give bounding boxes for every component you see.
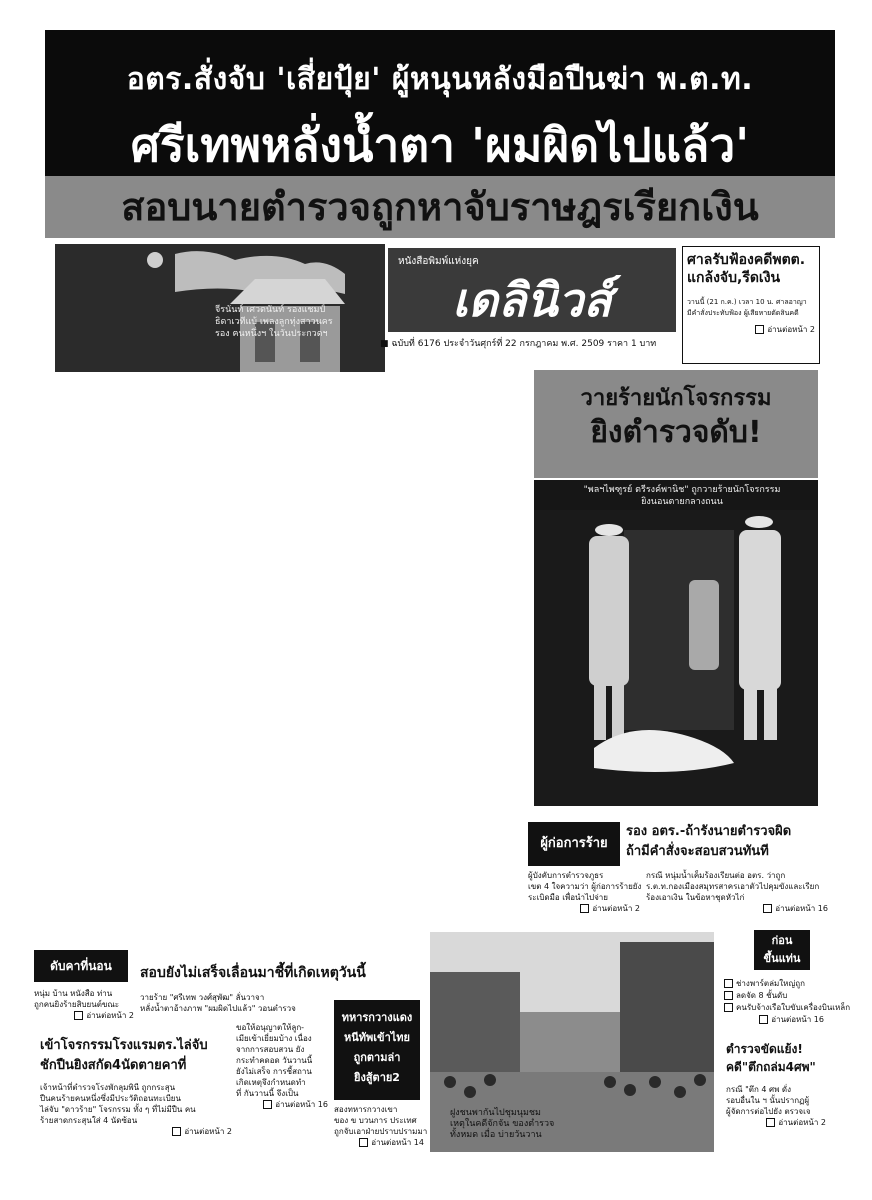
masthead-name: เดลินิวส์ — [452, 273, 612, 327]
headline-line1: อตร.สั่งจับ 'เสี่ยปุ้ย' ผู้หนุนหลังมือปืนฆ่า พ.ต.ท. — [126, 62, 754, 97]
crowd-caption-1: ฝูงชนพากันไปชุมนุมชม — [450, 1108, 541, 1118]
deputy-left-3: ระเบิดมือ เพื่อนำไปจ่าย — [528, 893, 608, 902]
checkbox-icon — [172, 1127, 181, 1136]
right-body-2: รอบอื่นใน ฯ นั้นปรากฏผู้ — [726, 1096, 810, 1105]
right-brief-2-label: ลดจัด 8 ชั้นดับ — [736, 991, 788, 1000]
center-intro-2: หลั่งน้ำตาอ้างภาพ "ผมผิดไปแล้ว" วอนตำรวจ — [140, 1004, 296, 1013]
deserter-body — [334, 1104, 428, 1148]
right-headline-bottom-1: ตำรวจขัดแย้ง! — [726, 1042, 803, 1056]
deputy-right-more[interactable] — [646, 903, 828, 914]
deserter-body-2: ของ ข บวนการ ประเทศ — [334, 1116, 417, 1125]
deserter-more[interactable] — [334, 1137, 424, 1148]
center-col2-more-label: อ่านต่อหน้า 16 — [275, 1100, 328, 1109]
center-col2-more[interactable] — [236, 1099, 328, 1110]
masthead — [388, 248, 676, 332]
right-brief-1-label: ช่างพาร์ตล่มใหญ่ถูก — [736, 979, 805, 988]
deserter-3: ถูกตามล่า — [353, 1051, 401, 1064]
checkbox-icon — [580, 904, 589, 913]
right-body-more-label: อ่านต่อหน้า 2 — [778, 1118, 826, 1127]
left-intro-1: หนุ่ม บ้าน หนังสือ ท่าน — [34, 989, 113, 998]
checkbox-icon — [263, 1100, 272, 1109]
left-body — [40, 1082, 232, 1137]
left-intro — [34, 988, 134, 1021]
left-body-2: ปืนคนร้ายคนหนึ่งซึ่งมีประวัติถอนทะเบียน — [40, 1094, 181, 1103]
right-headline-2: ยิงตำรวจดับ! — [590, 415, 762, 450]
headline-line3: สอบนายตำรวจถูกหาจับราษฎรเรียกเงิน — [45, 176, 835, 238]
deserter-2: หนีทัพเข้าไทย — [344, 1031, 410, 1044]
right-tag-1: ก่อน — [771, 934, 793, 947]
crowd-caption-2: เหตุในคดีจักจัน ของตำรวจ — [450, 1119, 555, 1129]
crowd-caption — [450, 1108, 650, 1141]
center-col2-4: กระทำคดอด วันวานนี้ — [236, 1056, 313, 1065]
right-body-3: ผู้จัดการต่อไปยัง ตรวจเจ — [726, 1107, 811, 1116]
crowd-caption-3: ทั้งหมด เมื่อ บ่ายวันวาน — [450, 1130, 542, 1140]
checkbox-icon — [759, 1015, 768, 1024]
deputy-right-more-label: อ่านต่อหน้า 16 — [775, 904, 828, 913]
left-body-more-label: อ่านต่อหน้า 2 — [184, 1127, 232, 1136]
main-photo-graphic — [534, 480, 818, 806]
left-intro-more-label: อ่านต่อหน้า 2 — [86, 1011, 134, 1020]
deputy-tag: ผู้ก่อการร้าย — [528, 822, 620, 866]
deputy-right-2: ร.ต.ท.กองเมืองสมุทรสาครเอาตัวไปคุมขังและเรียก — [646, 882, 820, 891]
deserter-1: ทหารกวางแดง — [341, 1011, 413, 1024]
center-headline: สอบยังไม่เสร็จเลื่อนมาชี้ที่เกิดเหตุวันนี้ — [140, 965, 366, 981]
center-col2-5: ยังไม่เสร็จ การชี้สถาน — [236, 1067, 312, 1076]
court-title-1: ศาลรับฟ้องคดีพตต. — [687, 252, 806, 268]
right-headline-bottom-2: คดี"ตึกถล่ม4ศพ" — [726, 1060, 816, 1074]
checkbox-icon — [74, 1011, 83, 1020]
right-body — [726, 1084, 826, 1128]
deputy-left-1: ผู้บังคับการตำรวจภูธร — [528, 871, 604, 880]
right-brief-1 — [724, 978, 824, 990]
left-body-more[interactable] — [40, 1126, 232, 1137]
right-tag — [754, 930, 810, 970]
masthead-kicker: หนังสือพิมพ์แห่งยุค — [398, 256, 479, 267]
deputy-headline — [626, 822, 826, 862]
headline-line2: ศรีเทพหลั่งน้ำตา 'ผมผิดไปแล้ว' — [130, 118, 750, 172]
deserter-box — [334, 1000, 420, 1100]
left-headline-1: เข้าโจรกรรมโรงแรมตร.ไล่จับ — [40, 1038, 208, 1053]
right-brief-2 — [724, 990, 824, 1002]
left-headline-2: ชักปืนยิงสกัด4นัดตายคาที่ — [40, 1058, 187, 1073]
left-body-3: ไล่จับ "ดาวร้าย" โจรกรรม ทั้ง ๆ ที่ไม่มีปืน คน — [40, 1105, 196, 1114]
right-brief-more-label: อ่านต่อหน้า 16 — [771, 1015, 824, 1024]
left-body-4: ร้ายสาดกระสุนใส่ 4 นัดซ้อน — [40, 1116, 138, 1125]
deputy-left-more[interactable] — [528, 903, 640, 914]
left-body-1: เจ้าหน้าที่ตำรวจโรงพักลุมพินี ถูกกระสุน — [40, 1083, 176, 1092]
right-headline-1: วายร้ายนักโจรกรรม — [580, 386, 772, 411]
checkbox-icon — [724, 991, 733, 1000]
crowd-photo — [430, 932, 714, 1152]
checkbox-icon — [755, 325, 764, 334]
deputy-left-more-label: อ่านต่อหน้า 2 — [592, 904, 640, 913]
deputy-headline-1: รอง อตร.-ถ้ารังนายตำรวจผิด — [626, 824, 792, 839]
right-headline — [534, 370, 818, 478]
deserter-more-label: อ่านต่อหน้า 14 — [371, 1138, 424, 1147]
checkbox-icon — [359, 1138, 368, 1147]
headline-banner — [45, 30, 835, 176]
main-photo-caption-2: ยิงนอนตายกลางถนน — [641, 497, 723, 507]
checkbox-icon — [724, 979, 733, 988]
deserter-body-3: ถูกจับเอาฝ่ายปราบปรามมา — [334, 1127, 428, 1136]
left-photo-caption: จีรนันท์ เศวตนันท์ รองแชมป์ธิดาเวทีแบ้ เพลงลูกทุ่งสาวนครรอง ฅนหนึ่งฯ ในวันประกวดฯ — [215, 305, 333, 339]
right-tag-2: ขึ้นแท่น — [763, 952, 801, 965]
deputy-headline-2: ถ้ามีคำสั่งจะสอบสวนทันที — [626, 844, 769, 859]
main-photo-caption-1: "พลฯไพฑูรย์ ตรีรงค์พานิช" ถูกวายร้ายนักโจรกรรม — [583, 485, 781, 495]
deserter-body-1: สองทหารกวางเขา — [334, 1105, 398, 1114]
center-col2-1: ขอให้อนุญาตให้ลูก- — [236, 1023, 305, 1032]
left-intro-more[interactable] — [34, 1010, 134, 1021]
court-body-1: วานนี้ (21 ก.ค.) เวลา 10 น. ศาลอาญา — [687, 298, 807, 306]
center-col2-7: ที่ กันวานนี้ จึงเป็น — [236, 1089, 299, 1098]
deputy-right-1: กรณี หนุ่มน้ำเค็มร้องเรียนต่อ อตร. ว่าถูก — [646, 871, 786, 880]
right-headline-bottom — [726, 1040, 826, 1076]
center-col2 — [236, 1022, 328, 1110]
left-tag: ดับคาที่นอน — [34, 950, 128, 982]
deputy-left-col — [528, 870, 640, 914]
left-headline — [40, 1036, 230, 1076]
deputy-right-3: ร้องเอาเงิน ในข้อหาชุดหัวไก่ — [646, 893, 745, 902]
left-intro-2: ถูกคนยิงร้ายสิบยนต์ขณะ — [34, 1000, 120, 1009]
deputy-left-2: เขต 4 ใจความว่า ผู้ก่อการร้ายยัง — [528, 882, 642, 891]
right-brief-more[interactable] — [724, 1014, 824, 1026]
left-photo — [55, 244, 385, 372]
court-title-2: แกล้งจับ,รีดเงิน — [687, 270, 781, 286]
court-more-label: อ่านต่อหน้า 2 — [767, 325, 815, 334]
issue-line: ■ ฉบับที่ 6176 ประจำวันศุกร์ที่ 22 กรกฎาคม พ.ศ. 2509 ราคา 1 บาท — [380, 339, 657, 349]
right-brief-3 — [724, 1002, 851, 1014]
center-col2-2: เมียเข้าเยี่ยมบ้าง เนื่อง — [236, 1034, 312, 1043]
court-body-2: มีคำสั่งประทับฟ้อง ผู้เสียหายตัดสินคดี — [687, 309, 799, 317]
center-intro-1: วายร้าย "ศรีเทพ วงศ์สุพัฒ" ลั่นวาจา — [140, 993, 265, 1002]
court-more[interactable] — [687, 323, 815, 336]
deserter-4: ยิงสู้ตาย2 — [354, 1071, 400, 1084]
center-col2-6: เกิดเหตุจึงกำหนดทำ — [236, 1078, 306, 1087]
court-box — [682, 246, 820, 364]
checkbox-icon — [766, 1118, 775, 1127]
checkbox-icon — [763, 904, 772, 913]
right-body-more[interactable] — [726, 1117, 826, 1128]
main-photo — [534, 480, 818, 806]
right-briefs — [724, 978, 851, 1026]
right-body-1: กรณี "ตึก 4 ศพ ดั่ง — [726, 1085, 791, 1094]
checkbox-icon — [724, 1003, 733, 1012]
center-col2-3: จากการสอบสวน ยัง — [236, 1045, 305, 1054]
deputy-right-col — [646, 870, 828, 914]
right-brief-3-label: คนรับจ้างเรือใบขับเครื่องบินเหล็ก — [736, 1003, 851, 1012]
